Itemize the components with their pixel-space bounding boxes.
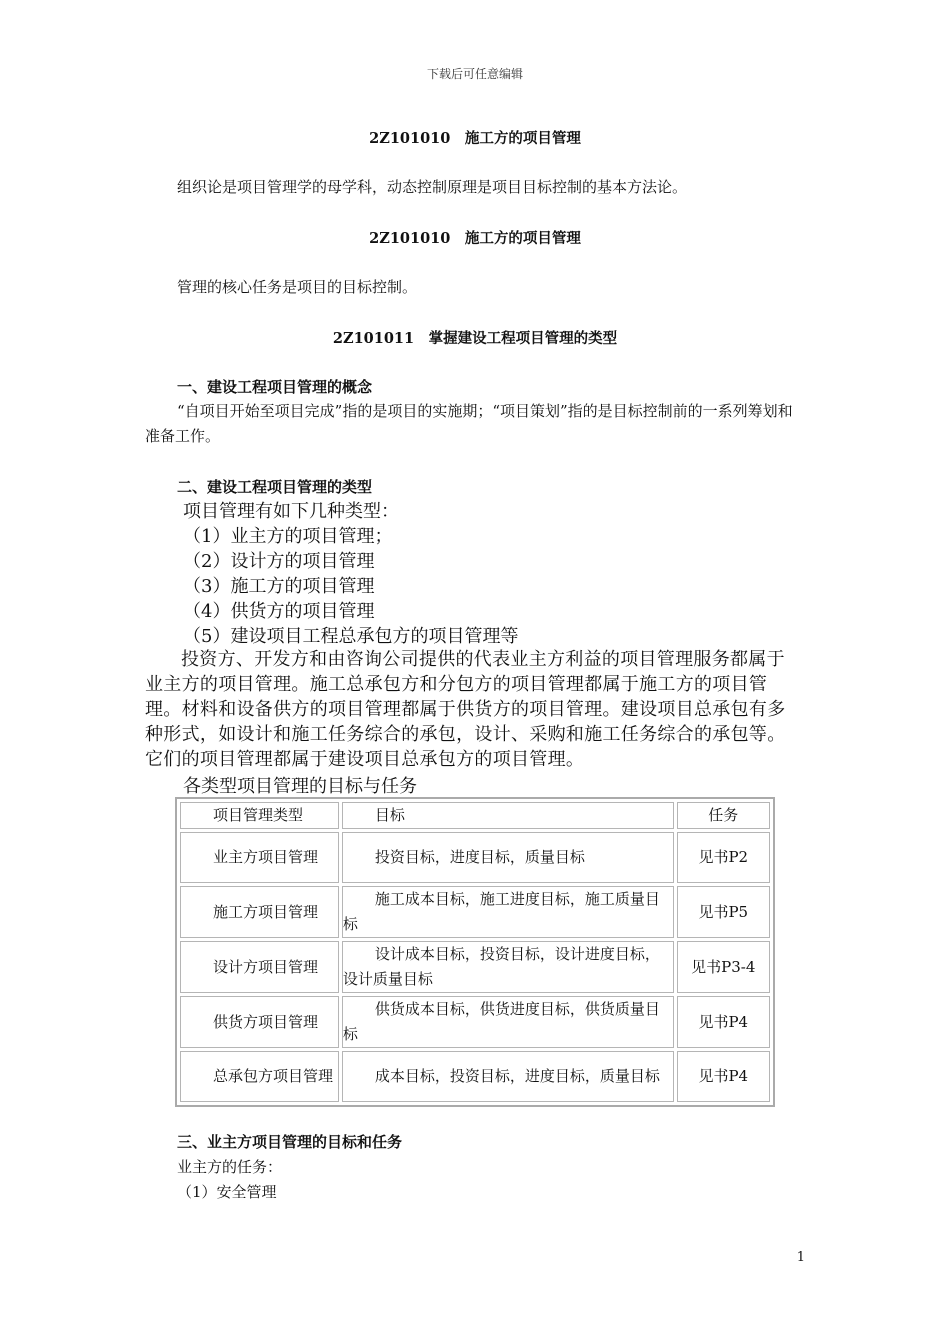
cell-type	[180, 886, 339, 938]
header-task: 任务	[677, 802, 770, 829]
intro-line-1: 组织论是项目管理学的母学科，动态控制原理是项目目标控制的基本方法论。	[177, 178, 688, 196]
section-1-text: “自项目开始至项目完成”指的是项目的实施期；“项目策划”指的是目标控制前的一系列筹划和准备工作。	[145, 402, 793, 445]
type-list-item: （4）供货方的项目管理	[183, 601, 375, 622]
section-2-intro: 项目管理有如下几种类型：	[183, 501, 399, 522]
table-caption: 各类型项目管理的目标与任务	[183, 776, 417, 797]
page-number: 1	[796, 1250, 805, 1265]
type-list-item: （5）建设项目工程总承包方的项目管理等	[183, 626, 519, 647]
cell-goal-text: 投资目标，进度目标，质量目标	[374, 848, 585, 866]
cell-goal	[342, 996, 674, 1048]
cell-type-text: 施工方项目管理	[213, 902, 319, 921]
cell-goal	[342, 886, 674, 938]
section-3-heading: 三、业主方项目管理的目标和任务	[177, 1133, 403, 1151]
cell-goal	[342, 941, 674, 993]
cell-goal-text: 施工成本目标，施工进度目标，施工质量目标	[342, 890, 660, 933]
section-2-heading: 二、建设工程项目管理的类型	[177, 478, 373, 496]
cell-type	[180, 1051, 339, 1102]
type-list-item: （3）施工方的项目管理	[183, 576, 375, 597]
section-title-1: 2Z101010 施工方的项目管理	[369, 130, 581, 147]
cell-type-text: 业主方项目管理	[213, 848, 319, 866]
intro-line-2: 管理的核心任务是项目的目标控制。	[177, 278, 418, 296]
table-row	[180, 886, 770, 938]
cell-type-text: 设计方项目管理	[213, 957, 319, 976]
table-row	[180, 996, 770, 1048]
header-note: 下载后可任意编辑	[426, 67, 523, 81]
cell-task: 见书P4	[677, 1051, 770, 1102]
cell-goal	[342, 1051, 674, 1102]
section-3-item: （1）安全管理	[177, 1183, 277, 1201]
cell-task: 见书P4	[677, 996, 770, 1048]
cell-type-text: 供货方项目管理	[213, 1012, 319, 1031]
cell-goal-text: 供货成本目标，供货进度目标，供货质量目标	[342, 1000, 660, 1043]
header-goal: 目标	[342, 802, 674, 829]
cell-task: 见书P2	[677, 832, 770, 883]
cell-goal-text: 成本目标，投资目标，进度目标，质量目标	[374, 1067, 660, 1085]
section-title-3: 2Z101011 掌握建设工程项目管理的类型	[332, 330, 618, 347]
table-row	[180, 832, 770, 883]
cell-task: 见书P3-4	[677, 941, 770, 993]
header-type: 项目管理类型	[180, 802, 339, 829]
cell-task: 见书P5	[677, 886, 770, 938]
section-1-heading: 一、建设工程项目管理的概念	[177, 378, 373, 396]
section-3-intro: 业主方的任务：	[177, 1158, 283, 1176]
type-list-item: （1）业主方的项目管理；	[183, 526, 393, 547]
goal-task-table	[175, 797, 775, 1107]
section-title-2: 2Z101010 施工方的项目管理	[369, 230, 581, 247]
section-2-paragraph: 投资方、开发方和由咨询公司提供的代表业主方利益的项目管理服务都属于业主方的项目管理。施工总承包方和分包方的项目管理都属于施工方的项目管理。材料和设备供方的项目管理都属于供货方的项目管理。建设项目总承包有多种形式，如设计和施工任务综合的承包，设计、采购和施工任务综合的承包等。它们的项目管理都属于建设项目总承包方的项目管理。	[145, 649, 786, 770]
cell-type-text: 总承包方项目管理	[213, 1067, 334, 1085]
cell-goal	[342, 832, 674, 883]
cell-type	[180, 996, 339, 1048]
cell-type	[180, 832, 339, 883]
type-list-item: （2）设计方的项目管理	[183, 551, 375, 572]
cell-type	[180, 941, 339, 993]
table-row	[180, 941, 770, 993]
table-header-row	[180, 802, 770, 829]
table-row	[180, 1051, 770, 1102]
cell-goal-text: 设计成本目标，投资目标，设计进度目标，设计质量目标	[342, 945, 660, 988]
